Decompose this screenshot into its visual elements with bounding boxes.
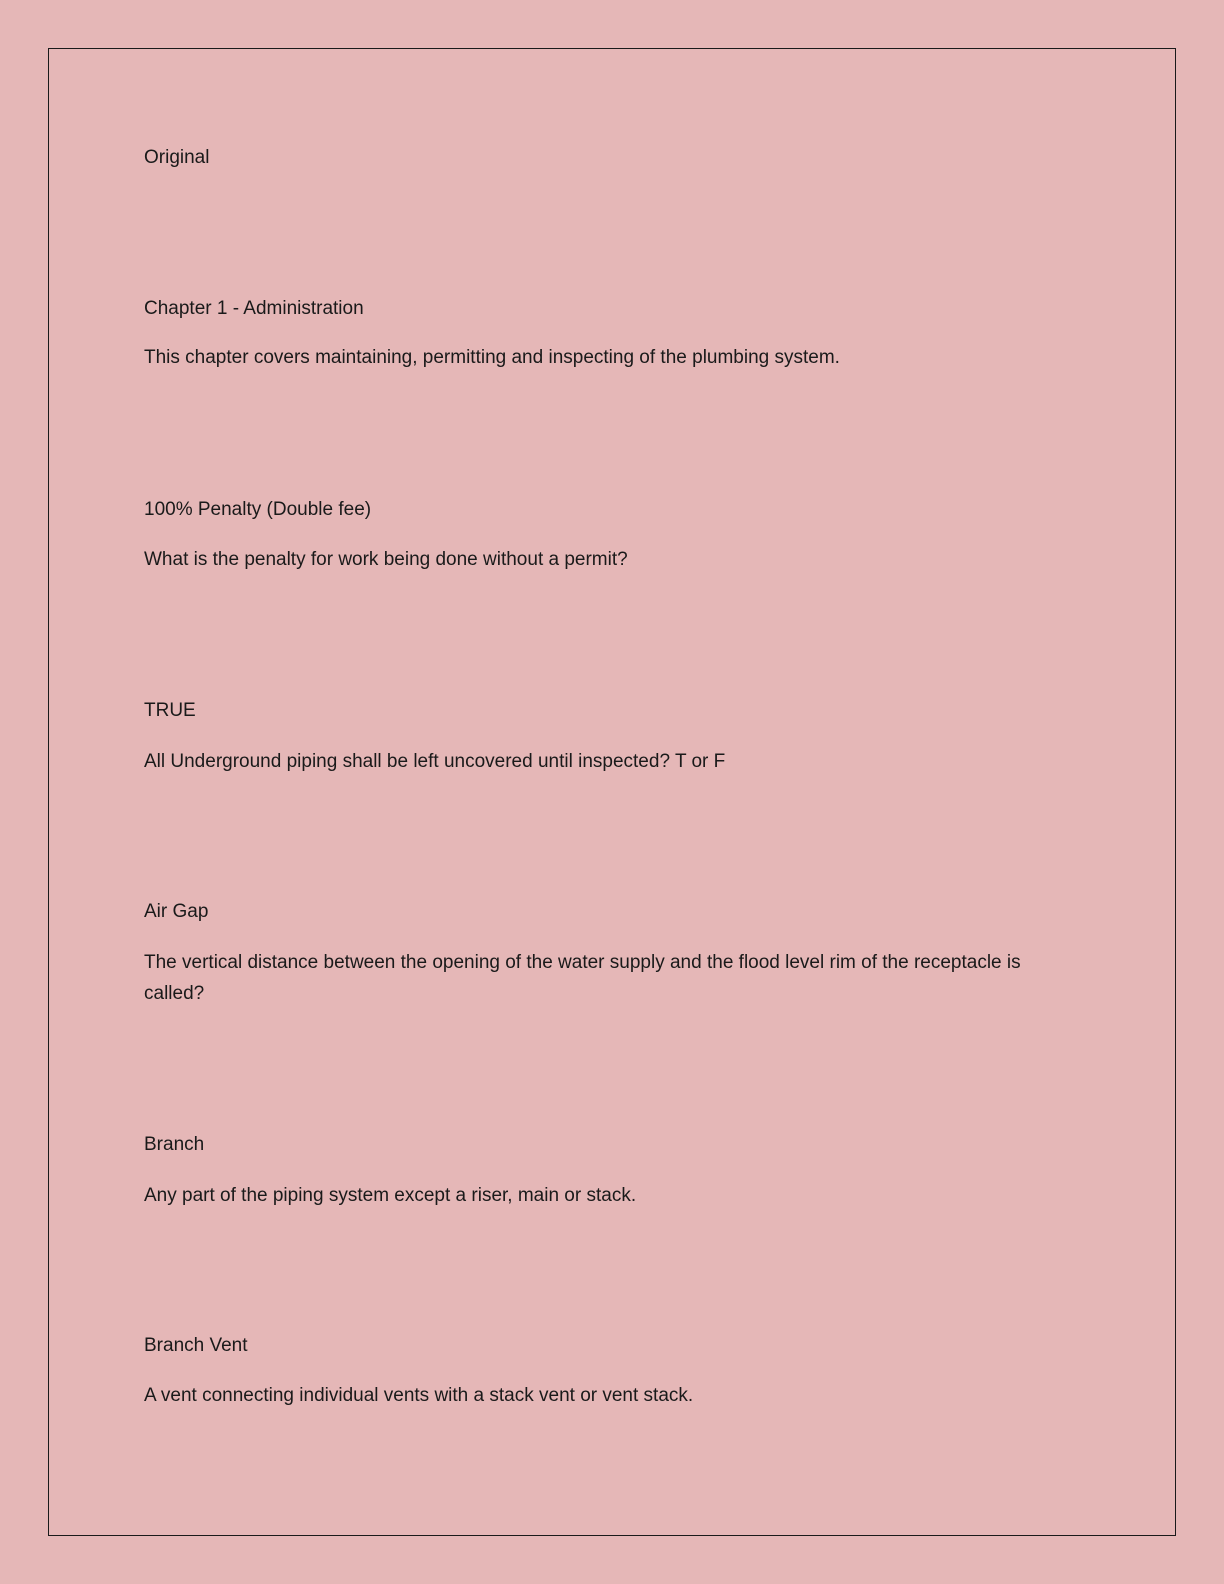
entry-term: 100% Penalty (Double fee)	[144, 499, 372, 520]
entry-definition: A vent connecting individual vents with a stack vent or vent stack.	[144, 1385, 694, 1406]
entry-definition: Any part of the piping system except a riser, main or stack.	[144, 1185, 637, 1206]
entry-definition: What is the penalty for work being done without a permit?	[144, 549, 628, 570]
page-border	[48, 48, 1176, 1536]
document-header: Original	[144, 147, 210, 168]
entry-term: TRUE	[144, 700, 196, 721]
entry-term: Air Gap	[144, 901, 209, 922]
entry-term: Branch	[144, 1134, 205, 1155]
entry-term: Chapter 1 - Administration	[144, 298, 364, 319]
entry-term: Branch Vent	[144, 1335, 248, 1356]
entry-definition: This chapter covers maintaining, permitting and inspecting of the plumbing system.	[144, 347, 840, 368]
entry-definition: The vertical distance between the opening of the water supply and the flood level rim of the receptacle is called?	[144, 952, 1021, 1004]
entry-definition: All Underground piping shall be left uncovered until inspected? T or F	[144, 751, 726, 772]
